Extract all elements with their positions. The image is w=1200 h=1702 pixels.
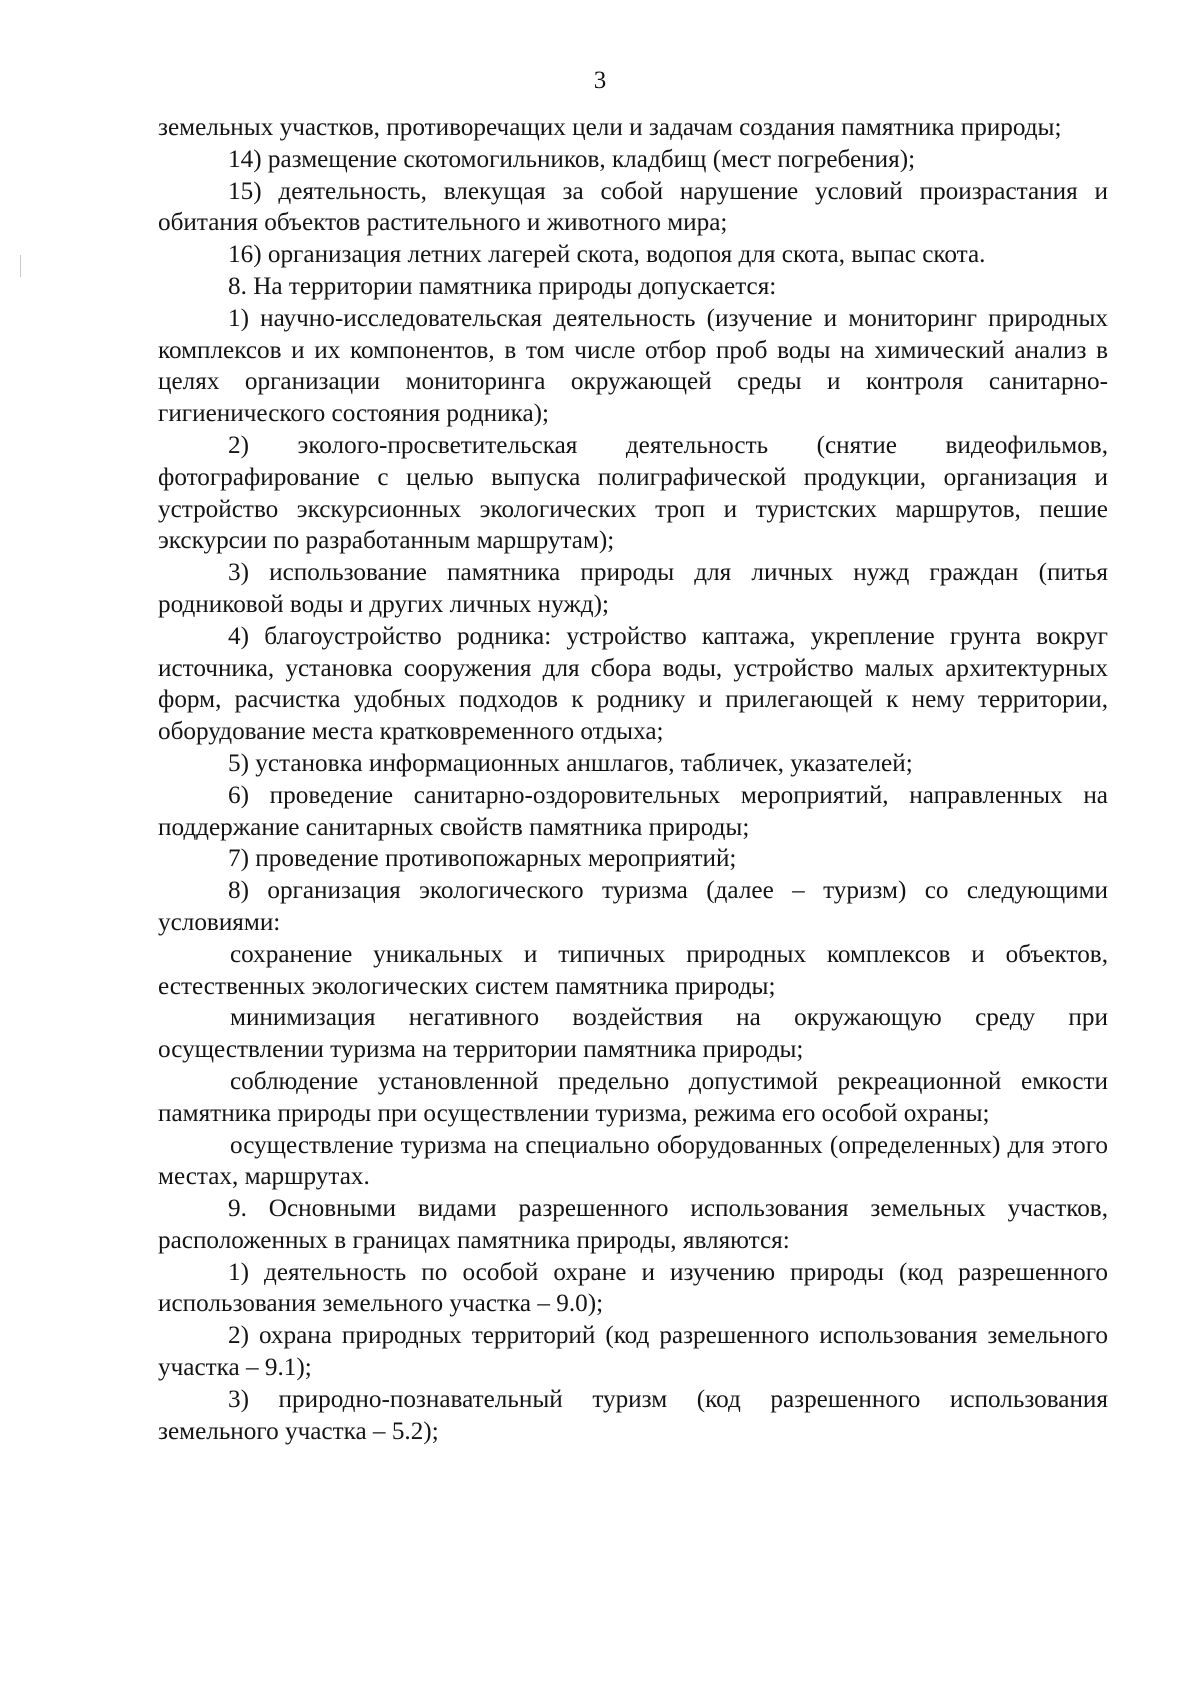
paragraph-item-14: 14) размещение скотомогильников, кладбищ (мест погребения);	[228, 145, 916, 173]
scan-margin-mark	[20, 255, 21, 277]
page-number: 3	[593, 67, 607, 94]
paragraph-item-16: 16) организация летних лагерей скота, водопоя для скота, выпас скота.	[228, 241, 986, 269]
paragraph-section-8: 8. На территории памятника природы допускается:	[228, 272, 777, 300]
paragraph-8-item-2: 2) эколого-просветительская деятельность (снятие видеофильмов, фотографирование с целью выпуска полиграфической продукции, организация и устройство экскурсионных экологических троп и туристских маршрутов, пешие экскурсии по разработанным маршрутам);	[158, 431, 1108, 555]
paragraph-8-item-3: 3) использование памятника природы для личных нужд граждан (питья родниковой воды и других личных нужд);	[158, 559, 1108, 618]
paragraph-8-item-4: 4) благоустройство родника: устройство каптажа, укрепление грунта вокруг источника, установка сооружения для сбора воды, устройство малых архитектурных форм, расчистка удобных подходов к роднику и прилегающей к нему территории, оборудование места кратковременного отдыха;	[158, 622, 1108, 746]
paragraph-condition-4: осуществление туризма на специально оборудованных (определенных) для этого местах, маршрутах.	[158, 1131, 1108, 1191]
paragraph-8-item-6: 6) проведение санитарно-оздоровительных мероприятий, направленных на поддержание санитарных свойств памятника природы;	[158, 781, 1108, 841]
paragraph-continuation: земельных участков, противоречащих цели и задачам создания памятника природы;	[158, 114, 1062, 141]
paragraph-9-item-3: 3) природно-познавательный туризм (код разрешенного использования земельного участка – 5.2);	[158, 1385, 1108, 1445]
document-body	[158, 112, 1108, 1447]
paragraph-8-item-5: 5) установка информационных аншлагов, табличек, указателей;	[228, 749, 913, 777]
paragraph-condition-1: сохранение уникальных и типичных природных комплексов и объектов, естественных экологических систем памятника природы;	[158, 940, 1108, 1000]
paragraph-condition-3: соблюдение установленной предельно допустимой рекреационной емкости памятника природы при осуществлении туризма, режима его особой охраны;	[158, 1067, 1108, 1127]
paragraph-8-item-7: 7) проведение противопожарных мероприятий;	[228, 845, 737, 873]
paragraph-9-item-1: 1) деятельность по особой охране и изучению природы (код разрешенного использования земельного участка – 9.0);	[158, 1258, 1108, 1318]
paragraph-9-item-2: 2) охрана природных территорий (код разрешенного использования земельного участка – 9.1);	[158, 1322, 1108, 1382]
paragraph-8-item-8: 8) организация экологического туризма (далее – туризм) со следующими условиями:	[158, 877, 1108, 936]
paragraph-condition-2: минимизация негативного воздействия на окружающую среду при осуществлении туризма на территории памятника природы;	[158, 1004, 1108, 1064]
paragraph-8-item-1: 1) научно-исследовательская деятельность (изучение и мониторинг природных комплексов и их компонентов, в том числе отбор проб воды на химический анализ в целях организации мониторинга окружающей среды и контроля санитарно-гигиенического состояния родника);	[158, 304, 1108, 428]
paragraph-section-9: 9. Основными видами разрешенного использования земельных участков, расположенных в границах памятника природы, являются:	[158, 1195, 1108, 1254]
paragraph-item-15: 15) деятельность, влекущая за собой нарушение условий произрастания и обитания объектов растительного и животного мира;	[158, 177, 1108, 237]
